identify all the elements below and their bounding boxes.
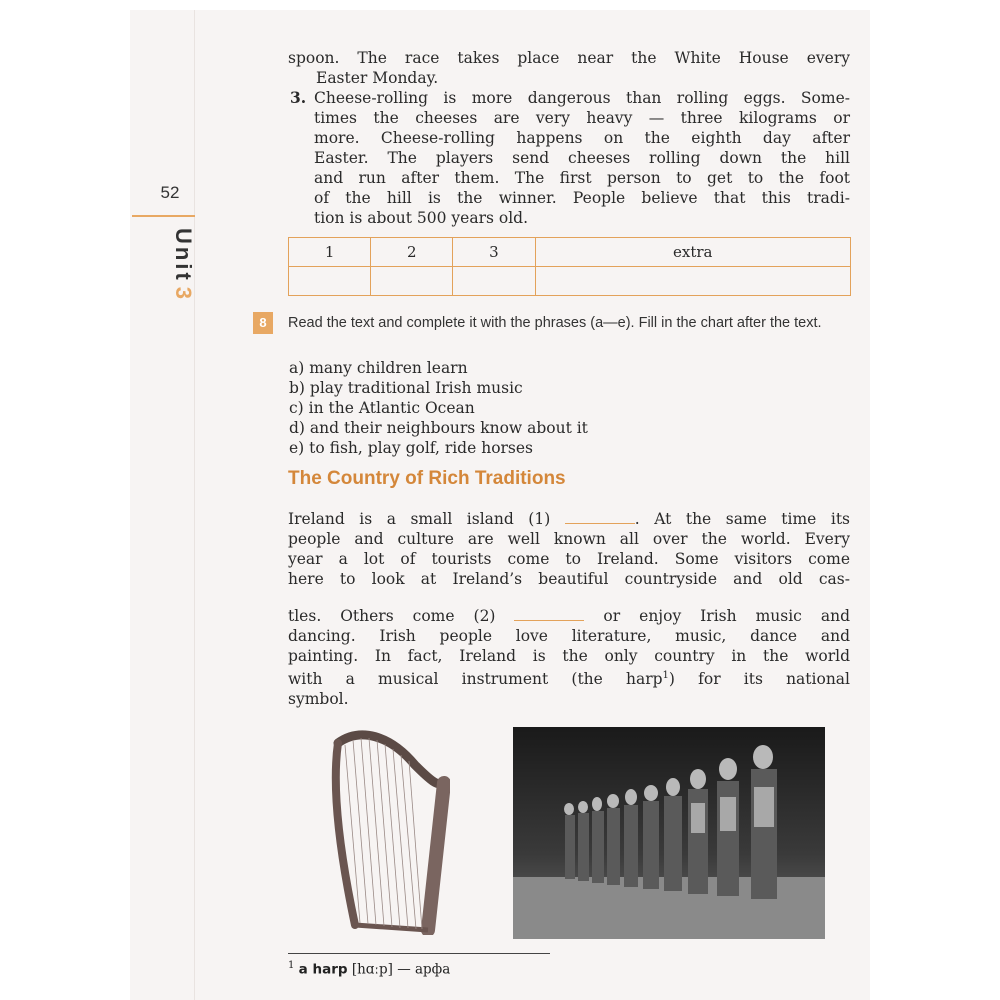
footnote-transcription: [hɑːp] <box>351 961 393 978</box>
footnote-marker: 1 <box>288 960 295 971</box>
item3-text <box>314 88 850 228</box>
chart-header: 3 <box>453 238 535 267</box>
text-line: year a lot of tourists come to Ireland. Some visitors come <box>288 550 850 568</box>
text-line: painting. In fact, Ireland is the only country in the world <box>288 647 850 665</box>
text-line: dancing. Irish people love literature, music, dance and <box>288 627 850 645</box>
chart-cell[interactable] <box>453 267 535 296</box>
paragraph-2 <box>288 606 850 709</box>
text-line: and run after them. The first person to get to the foot <box>314 169 850 187</box>
page-number-rule <box>132 215 195 217</box>
text-line: with a musical instrument (the harp$^1$) for its national <box>288 670 850 689</box>
chart-cell[interactable] <box>371 267 453 296</box>
unit-label <box>170 228 196 302</box>
footnote-rule <box>288 953 550 954</box>
chart-header: 1 <box>289 238 371 267</box>
text-line: times the cheeses are very heavy — three kilograms or <box>314 109 850 127</box>
text-line: of the hill is the winner. People believe that this tradi- <box>314 189 850 207</box>
footnote <box>288 960 450 978</box>
unit-number: 3 <box>171 286 196 303</box>
margin-line <box>194 10 195 1000</box>
chart-header: extra <box>535 238 850 267</box>
text-line: tion is about 500 years old. <box>314 209 529 227</box>
phrase-options <box>289 358 588 458</box>
text-line: Easter Monday. <box>316 69 439 87</box>
text-line: Easter. The players send cheeses rolling down the hill <box>314 149 850 167</box>
text-line: Cheese-rolling is more dangerous than rolling eggs. Some- <box>314 89 850 107</box>
irish-dancers-photo <box>513 727 825 939</box>
harp-illustration <box>320 725 450 935</box>
text-line: symbol. <box>288 690 349 709</box>
exercise-instruction: Read the text and complete it with the phrases (a—e). Fill in the chart after the text. <box>288 315 822 331</box>
text-line: people and culture are well known all over the world. Every <box>288 530 850 548</box>
option-item: c) in the Atlantic Ocean <box>289 399 475 417</box>
section-title: The Country of Rich Traditions <box>288 468 566 489</box>
chart-cell[interactable] <box>289 267 371 296</box>
footnote-ref: 1 <box>662 670 669 681</box>
footnote-term: a harp <box>298 961 348 978</box>
option-item: b) play traditional Irish music <box>289 379 523 397</box>
paragraph-1 <box>288 509 850 589</box>
item2-tail <box>288 48 850 88</box>
footnote-translation: — арфа <box>397 961 451 978</box>
text-line: tles. Others come (2) or enjoy Irish music and <box>288 607 850 625</box>
option-item: d) and their neighbours know about it <box>289 419 588 437</box>
gap-blank[interactable] <box>565 509 635 524</box>
text-line: here to look at Ireland’s beautiful countryside and old cas- <box>288 570 850 588</box>
gap-blank[interactable] <box>514 606 584 621</box>
chart-header: 2 <box>371 238 453 267</box>
text-line: spoon. The race takes place near the White House every <box>288 49 850 67</box>
unit-word: Unit <box>171 228 196 283</box>
page-number: 52 <box>160 183 180 202</box>
option-item: a) many children learn <box>289 359 468 377</box>
item-number: 3. <box>290 88 307 107</box>
option-item: e) to fish, play golf, ride horses <box>289 439 534 457</box>
text-line: Ireland is a small island (1) . At the same time its <box>288 510 851 528</box>
exercise-badge: 8 <box>253 312 273 334</box>
text-line: more. Cheese-rolling happens on the eighth day after <box>314 129 850 147</box>
chart-cell[interactable] <box>535 267 850 296</box>
dancers-figures <box>513 727 825 939</box>
answer-chart <box>288 237 851 296</box>
